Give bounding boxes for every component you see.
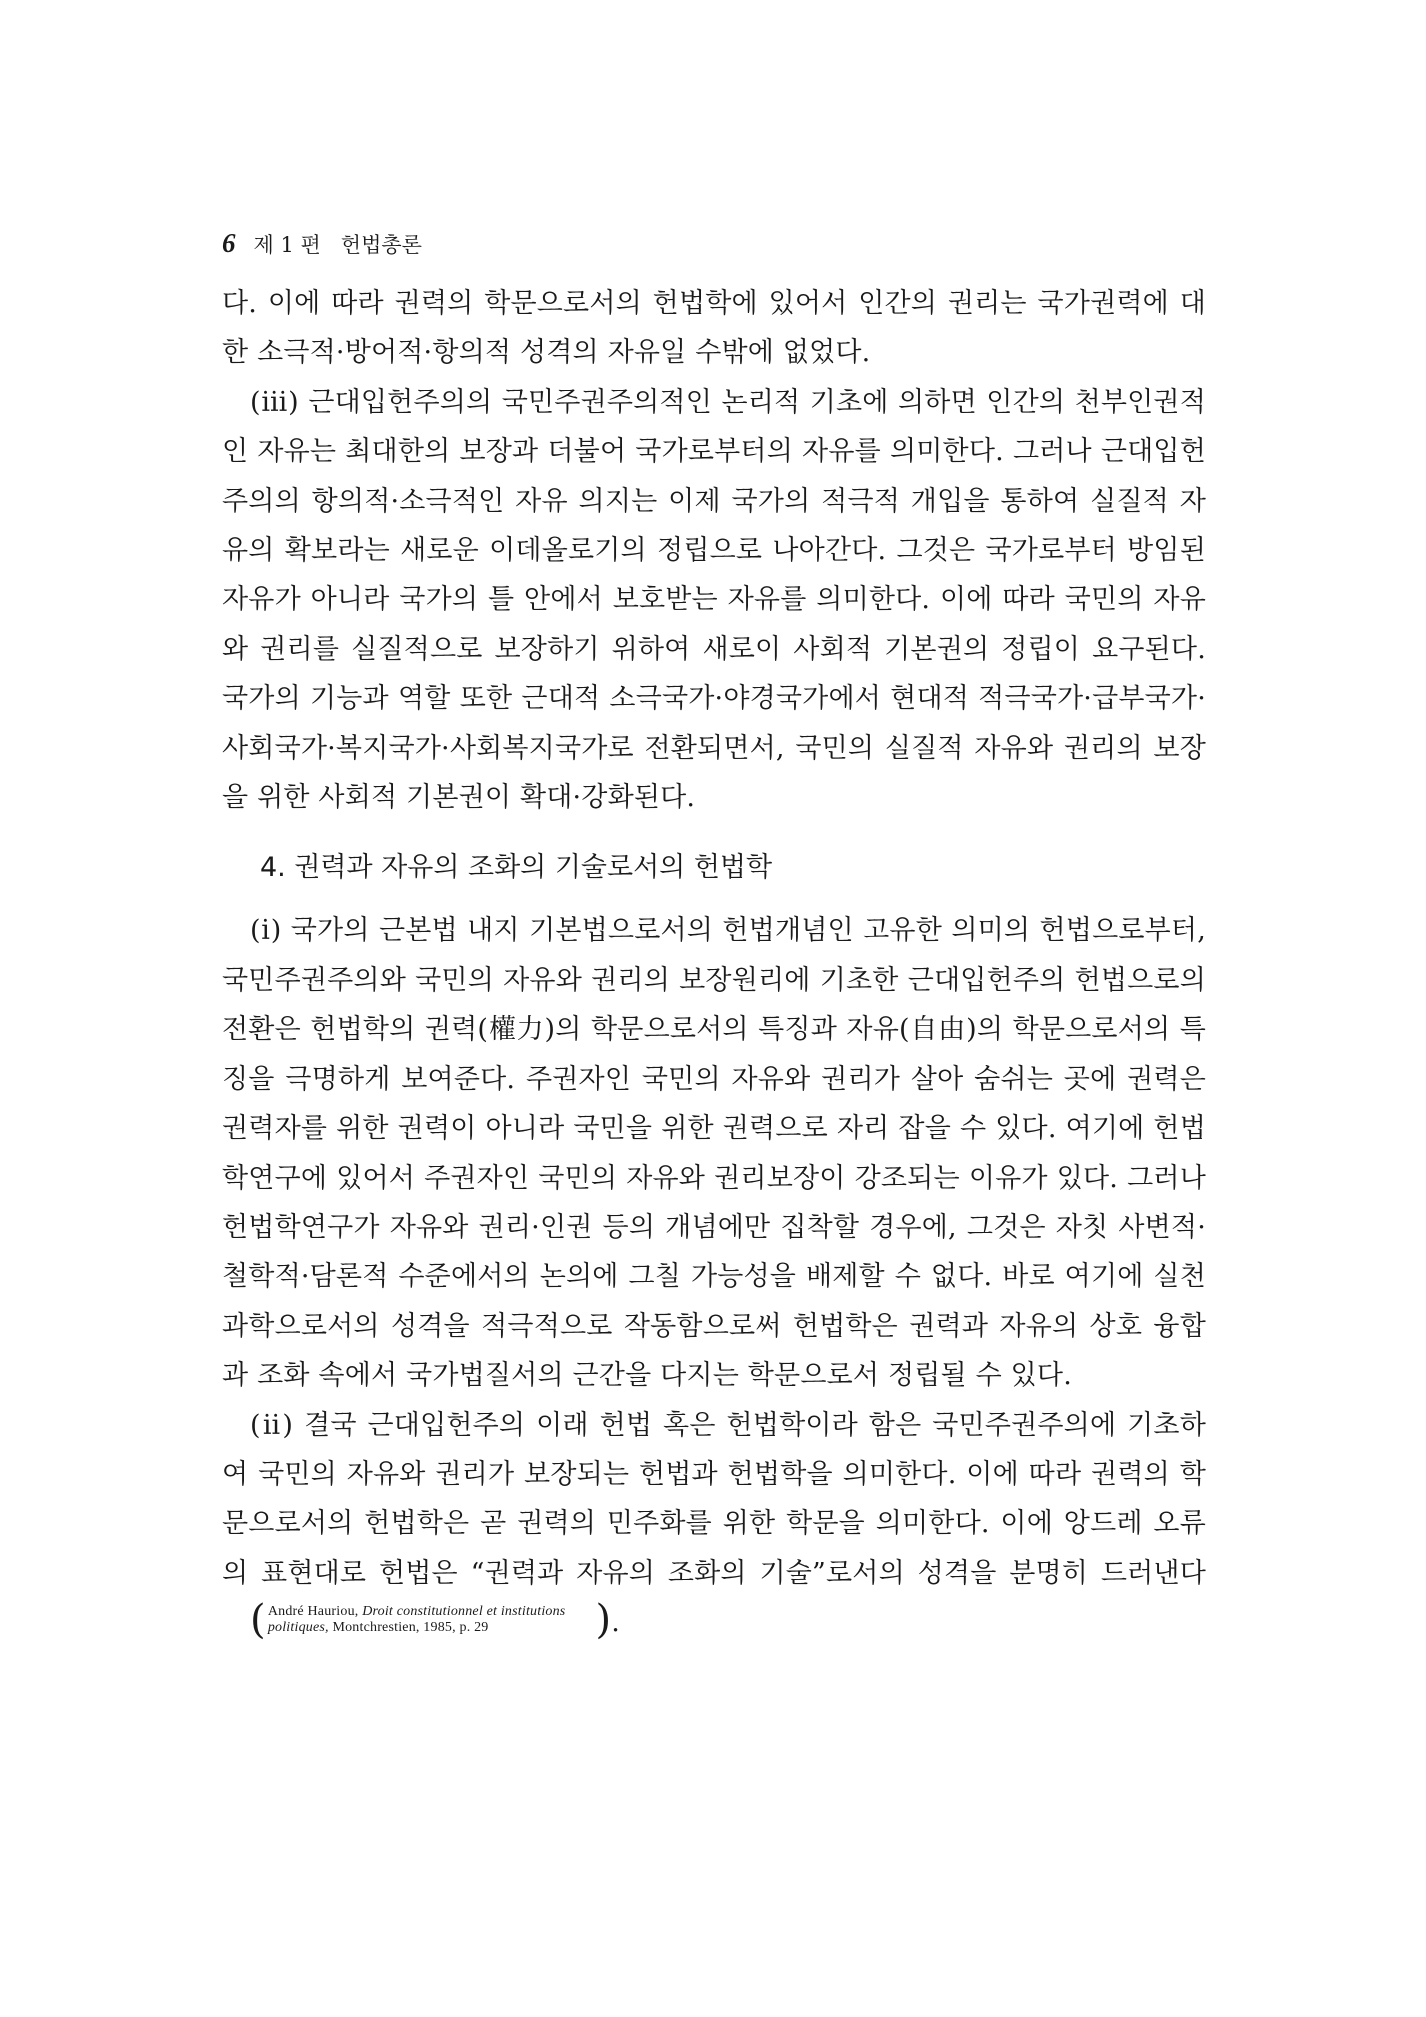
citation-publisher: Montchrestien, 1985, p. 29 [332, 1619, 489, 1635]
paragraph-iii: (ⅲ) 근대입헌주의의 국민주권주의적인 논리적 기초에 의하면 인간의 천부인권적인 자유는 최대한의 보장과 더불어 국가로부터의 자유를 의미한다. 그러나 근대입헌주의의 항의적·소극적인 자유 의지는 이제 국가의 적극적 개입을 통하여 실질적 자유의 확보라는 새로운 이데올로기의 정립으로 나아간다. 그것은 국가로부터 방임된 자유가 아니라 국가의 틀 안에서 보호받는 자유를 의미한다. 이에 따라 국민의 자유와 권리를 실질적으로 보장하기 위하여 새로이 사회적 기본권의 정립이 요구된다. 국가의 기능과 역할 또한 근대적 소극국가·야경국가에서 현대적 적극국가·급부국가·사회국가·복지국가·사회복지국가로 전환되면서, 국민의 실질적 자유와 권리의 보장을 위한 사회적 기본권이 확대·강화된다. [222, 386, 1206, 814]
citation-title-b: politiques, [267, 1619, 329, 1635]
document-page [222, 225, 1206, 1648]
paragraph-ii-end: . [611, 1607, 621, 1639]
section-title: 헌법총론 [340, 233, 422, 257]
paragraph-ii-text: (ⅱ) 결국 근대입헌주의 이래 헌법 혹은 헌법학이라 함은 국민주권주의에 기초하여 국민의 자유와 권리가 보장되는 헌법과 헌법학을 의미한다. 이에 따라 권력의 학문으로서의 헌법학은 곧 권력의 민주화를 위한 학문을 의미한다. 이에 앙드레 오류의 표현대로 헌법은 “권력과 자유의 조화의 기술”로서의 성격을 분명히 드러낸다 [222, 1409, 1206, 1589]
paragraph-ii [222, 1401, 1206, 1648]
citation-text [266, 1604, 568, 1636]
running-header [222, 225, 1206, 263]
page-number: 6 [222, 228, 236, 258]
citation-author: André Hauriou, [267, 1603, 359, 1619]
citation-close-paren: ) [595, 1596, 612, 1643]
paragraph-i: (ⅰ) 국가의 근본법 내지 기본법으로서의 헌법개념인 고유한 의미의 헌법으로부터, 국민주권주의와 국민의 자유와 권리의 보장원리에 기초한 근대입헌주의 헌법으로의 전환은 헌법학의 권력(權力)의 학문으로서의 특징과 자유(自由)의 학문으로서의 특징을 극명하게 보여준다. 주권자인 국민의 자유와 권리가 살아 숨쉬는 곳에 권력은 권력자를 위한 권력이 아니라 국민을 위한 권력으로 자리 잡을 수 있다. 여기에 헌법학연구에 있어서 주권자인 국민의 자유와 권리보장이 강조되는 이유가 있다. 그러나 헌법학연구가 자유와 권리·인권 등의 개념에만 집착할 경우에, 그것은 자칫 사변적·철학적·담론적 수준에서의 논의에 그칠 가능성을 배제할 수 없다. 바로 여기에 실천과학으로서의 성격을 적극적으로 작동함으로써 헌법학은 권력과 자유의 상호 융합과 조화 속에서 국가법질서의 근간을 다지는 학문으로서 정립될 수 있다. [222, 915, 1206, 1392]
citation-open-paren: ( [250, 1596, 266, 1643]
paragraph-continued: 다. 이에 따라 권력의 학문으로서의 헌법학에 있어서 인간의 권리는 국가권력에 대한 소극적·방어적·항의적 성격의 자유일 수밖에 없었다. [222, 288, 1206, 369]
citation-title-a: Droit constitutionnel et institutions [362, 1603, 566, 1619]
part-label: 제 1 편 [253, 233, 321, 257]
inline-citation [222, 1596, 612, 1643]
section-heading: 4. 권력과 자유의 조화의 기술로서의 헌법학 [260, 852, 773, 884]
